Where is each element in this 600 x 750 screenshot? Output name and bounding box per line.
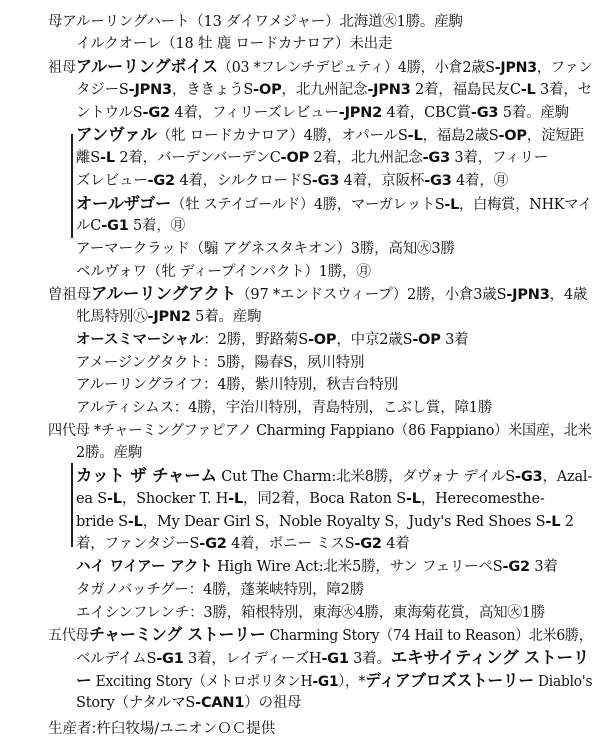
- text: ，同2着，Boca Raton S: [243, 491, 406, 507]
- bold-text: -L: [520, 82, 536, 98]
- text: 5着，㊊: [128, 218, 185, 234]
- bold-text: -L: [228, 491, 244, 507]
- bold-text: -L: [127, 514, 143, 530]
- offspring-bracket-line: [71, 463, 73, 547]
- text: ，My Dear Girl S，Noble Royalty S，Judy's Red Shoes S: [142, 514, 546, 530]
- bold-text: -L: [407, 128, 423, 144]
- bold-text: カット ザ チャーム: [76, 466, 217, 485]
- text: Story（ナタルマS: [76, 695, 196, 711]
- text: イルクオーレ（18 牡 鹿 ロードカナロア）未出走: [76, 36, 393, 52]
- text: ，Herecomesthe-: [420, 491, 545, 507]
- bold-text: -JPN3: [367, 82, 411, 98]
- text: ），*: [338, 674, 366, 690]
- text: ，中京2歳S: [336, 332, 413, 348]
- offspring-bracket-line: [71, 134, 73, 238]
- bold-text: エキサイティング ストーリ: [390, 648, 590, 667]
- text: Exciting Story（メトロポリタンH: [91, 674, 313, 690]
- text: ea S: [76, 491, 107, 507]
- bold-text: アルーリングボイス: [75, 57, 218, 76]
- breeder-credit: 生産者:杵臼牧場/ユニオンＯＣ提供: [48, 721, 276, 737]
- text: （牡 ステイゴールド）4勝，マーガレットS: [171, 197, 445, 213]
- text: 3着: [440, 332, 469, 348]
- bold-text: アンヴァル: [76, 125, 157, 144]
- text: Cut The Charm:北米8勝，ダヴォナ デイルS: [216, 469, 516, 485]
- text: 4着，シルクロードS: [174, 173, 312, 189]
- bold-text: -G2: [199, 536, 227, 552]
- text: 2: [560, 514, 574, 530]
- text: 3着，レイディーズH: [183, 651, 322, 667]
- entry-line-g4d: [76, 690, 301, 716]
- bold-text: -JPN3: [506, 287, 550, 303]
- bold-text: -L: [405, 491, 421, 507]
- bold-text: -G3: [311, 173, 340, 189]
- bold-text: -G1: [321, 651, 349, 667]
- text: 3着: [529, 559, 558, 575]
- text: ，Azal-: [542, 469, 593, 485]
- text: ズレビュー: [76, 173, 148, 189]
- text: ントウルS: [76, 105, 143, 121]
- text: 4着: [381, 536, 410, 552]
- bold-text: ハイ ワイアー アクト: [76, 559, 213, 575]
- bold-text: -L: [100, 150, 115, 166]
- bold-text: -JPN3: [128, 82, 172, 98]
- text: 着，ファンタジーS: [76, 536, 200, 552]
- text: 母アルーリングハート（13 ダイワメジャー）北海道㊋1勝。産駒: [48, 14, 463, 30]
- bold-text: -OP: [253, 82, 282, 98]
- text: エイシンフレンチ：3勝，箱根特別，東海㊋4勝，東海菊花賞，高知㊋1勝: [76, 605, 546, 621]
- bold-text: -G2: [502, 559, 530, 575]
- text: ベルヴォワ（牝 ディープインパクト）1勝，㊊: [76, 264, 371, 280]
- bold-text: -G3: [515, 469, 543, 485]
- bold-text: -OP: [412, 332, 441, 348]
- text: ルC: [76, 218, 102, 234]
- bold-text: -OP: [280, 150, 310, 166]
- text: ，白梅賞，NHKマイ: [459, 197, 593, 213]
- bold-text: チャーミング ストーリー: [89, 625, 266, 644]
- bold-text: アルーリングアクト: [90, 284, 237, 303]
- bold-text: -JPN2: [338, 105, 383, 121]
- text: 5着。産駒: [190, 309, 262, 325]
- text: Charming Story（74 Hail to Reason）北米6勝，: [265, 628, 593, 644]
- text: 4着，㊊: [451, 173, 508, 189]
- text: Diablo's: [533, 674, 593, 690]
- text: ，Shocker T. H: [121, 491, 229, 507]
- text: 3着。: [348, 651, 391, 667]
- text: 牝馬特別㊇: [76, 309, 148, 325]
- bold-text: -OP: [498, 128, 527, 144]
- bold-text: -JPN3: [494, 60, 537, 76]
- bold-text: -G2: [147, 173, 175, 189]
- text: 4着，CBC賞: [382, 105, 471, 121]
- bold-text: オールザゴー: [76, 194, 172, 213]
- text: ，ファン: [536, 60, 593, 76]
- bold-text: -OP: [307, 332, 337, 348]
- bold-text: -CAN1: [195, 695, 245, 711]
- text: （牝 ロードカナロア）4勝，オパールS: [156, 128, 408, 144]
- text: 5着。産駒: [498, 105, 569, 121]
- text: アルティシムス：4勝，宇治川特別，青島特別，こぶし賞，障1勝: [76, 400, 493, 416]
- text: 五代母: [48, 628, 90, 644]
- bold-text: -G2: [142, 105, 170, 121]
- text: 2着，バーデンバーデンC: [114, 150, 281, 166]
- bold-text: -JPN2: [147, 309, 191, 325]
- text: 4着，フィリーズレビュー: [169, 105, 339, 121]
- text: 4着，京阪杯: [339, 173, 425, 189]
- bold-text: -L: [545, 514, 561, 530]
- text: ，ききょうS: [171, 82, 254, 98]
- text: 2着，福島民友C: [410, 82, 521, 98]
- bold-text: ディアブロズストーリー: [365, 671, 534, 690]
- text: アルーリングライフ：4勝，紫川特別，秋吉台特別: [76, 377, 398, 393]
- text: ，4歳: [549, 287, 588, 303]
- text: タジーS: [76, 82, 129, 98]
- text: アーマークラッド（騸 アグネスタキオン）3勝，高知㊋3勝: [76, 241, 455, 257]
- text: bride S: [76, 514, 128, 530]
- text: 2勝。産駒: [76, 445, 143, 461]
- text: （03 *フレンチデピュティ）4勝，小倉2歳S: [217, 60, 495, 76]
- text: ，淀短距: [526, 128, 585, 144]
- text: 曽祖母: [48, 287, 91, 303]
- text: 3着，セ: [535, 82, 592, 98]
- text: 4着，ボニー ミスS: [226, 536, 355, 552]
- text: High Wire Act:北米5勝，サン フェリーペS: [212, 559, 503, 575]
- bold-text: ー: [76, 671, 92, 690]
- text: 離S: [76, 150, 101, 166]
- text: ）の祖母: [244, 695, 302, 711]
- text: ：2勝，野路菊S: [203, 332, 308, 348]
- bold-text: -L: [444, 197, 460, 213]
- text: ，福島2歳S: [422, 128, 499, 144]
- bold-text: オースミマーシャル: [76, 332, 204, 348]
- bold-text: -G1: [101, 218, 129, 234]
- text: （97 *エンドスウィープ）2勝，小倉3歳S: [236, 287, 507, 303]
- text: ，北九州記念: [281, 82, 368, 98]
- text: タガノバッチグー：4勝，蓬莱峡特別，障2勝: [76, 582, 365, 598]
- text: 祖母: [48, 60, 76, 76]
- bold-text: -G1: [156, 651, 184, 667]
- text: 2着，北九州記念: [309, 150, 423, 166]
- text: 3着，フィリー: [449, 150, 549, 166]
- bold-text: -G3: [424, 173, 452, 189]
- bold-text: -G3: [470, 105, 499, 121]
- text: ベルデイムS: [76, 651, 157, 667]
- bold-text: -G2: [354, 536, 382, 552]
- text: アメージングタクト：5勝，陽春S，夙川特別: [76, 355, 365, 371]
- bold-text: -G1: [312, 674, 339, 690]
- bold-text: -L: [106, 491, 122, 507]
- bold-text: -G3: [422, 150, 450, 166]
- text: 四代母 *チャーミングファピアノ Charming Fappiano（86 Fappiano）米国産，北米: [48, 423, 592, 439]
